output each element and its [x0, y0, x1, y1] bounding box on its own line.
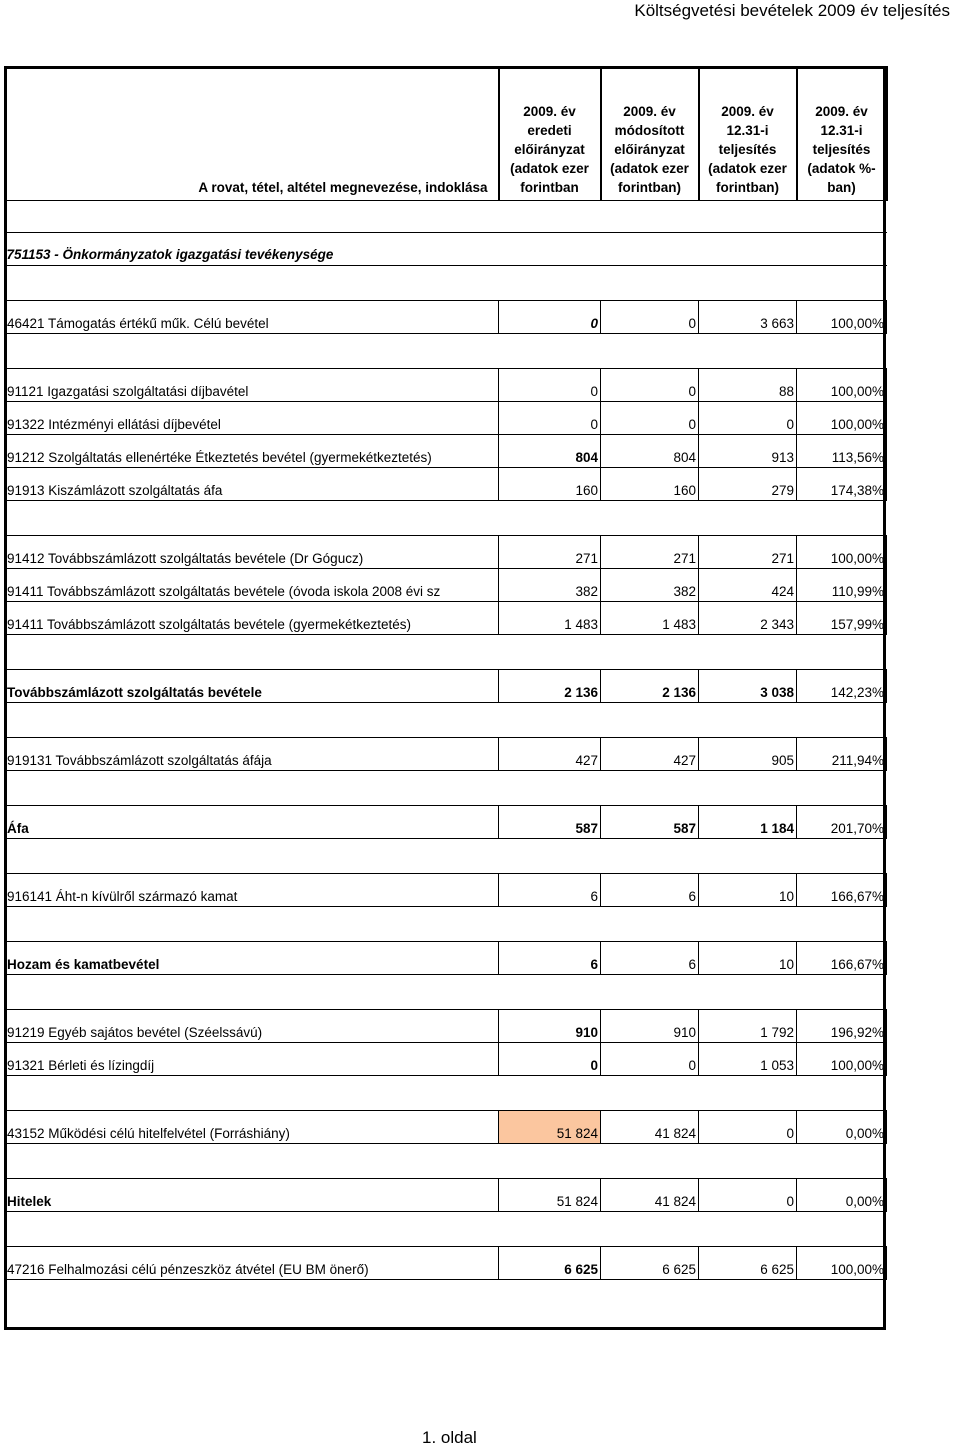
row-name: 91322 Intézményi ellátási díjbevétel [5, 401, 499, 434]
row-c4: 100,00% [797, 1042, 887, 1075]
table-row [5, 1042, 887, 1075]
row-name: 43152 Működési célú hitelfelvétel (Forráshiány) [5, 1110, 499, 1143]
row-c2: 427 [601, 737, 699, 770]
section-title: 751153 - Önkormányzatok igazgatási tevékenysége [5, 232, 887, 265]
row-c4: 0,00% [797, 1178, 887, 1211]
row-c3: 3 663 [699, 300, 797, 333]
row-c2: 41 824 [601, 1110, 699, 1143]
table-row [5, 805, 887, 838]
row-c3: 913 [699, 434, 797, 467]
row-c3: 424 [699, 568, 797, 601]
row-c4: 100,00% [797, 368, 887, 401]
row-name: 91321 Bérleti és lízingdíj [5, 1042, 499, 1075]
spacer-row [5, 500, 887, 535]
header-col2: 2009. év módosított előirányzat (adatok ezer forintban) [601, 66, 699, 200]
row-c2: 0 [601, 1042, 699, 1075]
row-c3: 88 [699, 368, 797, 401]
header-col1: 2009. év eredeti előirányzat (adatok ezer forintban [499, 66, 601, 200]
row-c3: 3 038 [699, 669, 797, 702]
row-c1: 6 [499, 941, 601, 974]
row-name: 919131 Továbbszámlázott szolgáltatás áfája [5, 737, 499, 770]
row-c4: 113,56% [797, 434, 887, 467]
row-name: 916141 Áht-n kívülről származó kamat [5, 873, 499, 906]
row-name: 91411 Továbbszámlázott szolgáltatás bevétele (gyermekétkeztetés) [5, 601, 499, 634]
table-row [5, 601, 887, 634]
table-row [5, 1246, 887, 1279]
spacer-row [5, 1075, 887, 1110]
row-c3: 1 053 [699, 1042, 797, 1075]
row-c4: 211,94% [797, 737, 887, 770]
table-row [5, 434, 887, 467]
row-c2: 910 [601, 1009, 699, 1042]
row-c1: 587 [499, 805, 601, 838]
spacer-row [5, 770, 887, 805]
budget-table [4, 66, 888, 1280]
row-c1: 0 [499, 300, 601, 333]
row-c2: 6 [601, 873, 699, 906]
table-row [5, 873, 887, 906]
row-c1: 1 483 [499, 601, 601, 634]
row-c1-highlighted: 51 824 [499, 1110, 601, 1143]
row-c3: 279 [699, 467, 797, 500]
row-c4: 166,67% [797, 941, 887, 974]
header-col3: 2009. év 12.31-i teljesítés (adatok ezer forintban) [699, 66, 797, 200]
row-c2: 804 [601, 434, 699, 467]
row-c2: 41 824 [601, 1178, 699, 1211]
header-name: A rovat, tétel, altétel megnevezése, indoklása [198, 179, 488, 195]
row-c2: 6 625 [601, 1246, 699, 1279]
row-name: 91913 Kiszámlázott szolgáltatás áfa [5, 467, 499, 500]
spacer-row [5, 906, 887, 941]
table-row [5, 568, 887, 601]
row-c2: 2 136 [601, 669, 699, 702]
row-c1: 271 [499, 535, 601, 568]
row-c3: 1 792 [699, 1009, 797, 1042]
row-name: 47216 Felhalmozási célú pénzeszköz átvétel (EU BM önerő) [5, 1246, 499, 1279]
row-c3: 2 343 [699, 601, 797, 634]
table-row [5, 535, 887, 568]
spacer-row [5, 265, 887, 300]
spacer-row [5, 838, 887, 873]
row-c1: 0 [499, 1042, 601, 1075]
row-c4: 166,67% [797, 873, 887, 906]
row-c4: 0,00% [797, 1110, 887, 1143]
row-c4: 142,23% [797, 669, 887, 702]
spacer-row [5, 200, 887, 232]
row-name: 91411 Továbbszámlázott szolgáltatás bevétele (óvoda iskola 2008 évi sz [5, 568, 499, 601]
row-c1: 2 136 [499, 669, 601, 702]
spacer-row [5, 634, 887, 669]
row-name: 91412 Továbbszámlázott szolgáltatás bevétele (Dr Gógucz) [5, 535, 499, 568]
row-c2: 160 [601, 467, 699, 500]
table-row [5, 737, 887, 770]
row-c1: 6 625 [499, 1246, 601, 1279]
table-row [5, 669, 887, 702]
row-c4: 110,99% [797, 568, 887, 601]
spacer-row [5, 1211, 887, 1246]
row-c4: 100,00% [797, 1246, 887, 1279]
table-row [5, 1110, 887, 1143]
row-c2: 0 [601, 300, 699, 333]
row-c2: 6 [601, 941, 699, 974]
row-c2: 0 [601, 401, 699, 434]
spacer-row [5, 702, 887, 737]
row-c4: 100,00% [797, 300, 887, 333]
row-name: 91212 Szolgáltatás ellenértéke Étkeztetés bevétel (gyermekétkeztetés) [5, 434, 499, 467]
table-row [5, 401, 887, 434]
spacer-row [5, 974, 887, 1009]
row-c1: 910 [499, 1009, 601, 1042]
row-c2: 0 [601, 368, 699, 401]
row-c3: 905 [699, 737, 797, 770]
row-name: 91121 Igazgatási szolgáltatási díjbavétel [5, 368, 499, 401]
row-c1: 0 [499, 368, 601, 401]
row-c3: 1 184 [699, 805, 797, 838]
row-name: Hozam és kamatbevétel [5, 941, 499, 974]
row-c1: 0 [499, 401, 601, 434]
row-c3: 0 [699, 401, 797, 434]
table-header [5, 66, 887, 200]
table-row [5, 1009, 887, 1042]
section-header [5, 232, 887, 265]
row-c4: 157,99% [797, 601, 887, 634]
row-c4: 100,00% [797, 401, 887, 434]
header-col4: 2009. év 12.31-i teljesítés (adatok %-ban) [797, 66, 887, 200]
table-row [5, 941, 887, 974]
row-name: Áfa [5, 805, 499, 838]
row-c3: 0 [699, 1178, 797, 1211]
table-row [5, 368, 887, 401]
spacer-row [5, 1143, 887, 1178]
row-c2: 587 [601, 805, 699, 838]
row-c1: 427 [499, 737, 601, 770]
row-c1: 160 [499, 467, 601, 500]
table-row [5, 300, 887, 333]
row-name: 46421 Támogatás értékű műk. Célú bevétel [5, 300, 499, 333]
row-c1: 804 [499, 434, 601, 467]
row-c3: 10 [699, 873, 797, 906]
table-row [5, 1178, 887, 1211]
row-name: Továbbszámlázott szolgáltatás bevétele [5, 669, 499, 702]
row-c4: 100,00% [797, 535, 887, 568]
row-name: Hitelek [5, 1178, 499, 1211]
spacer-row [5, 333, 887, 368]
row-c1: 6 [499, 873, 601, 906]
row-c4: 174,38% [797, 467, 887, 500]
row-c1: 51 824 [499, 1178, 601, 1211]
row-c2: 1 483 [601, 601, 699, 634]
row-c3: 271 [699, 535, 797, 568]
page-title: Költségvetési bevételek 2009 év teljesítés [634, 1, 950, 20]
row-c2: 271 [601, 535, 699, 568]
page-number: 1. oldal [422, 1428, 477, 1447]
row-name: 91219 Egyéb sajátos bevétel (Széelssávú) [5, 1009, 499, 1042]
row-c3: 0 [699, 1110, 797, 1143]
row-c3: 10 [699, 941, 797, 974]
row-c2: 382 [601, 568, 699, 601]
row-c4: 196,92% [797, 1009, 887, 1042]
row-c4: 201,70% [797, 805, 887, 838]
row-c1: 382 [499, 568, 601, 601]
table-row [5, 467, 887, 500]
row-c3: 6 625 [699, 1246, 797, 1279]
